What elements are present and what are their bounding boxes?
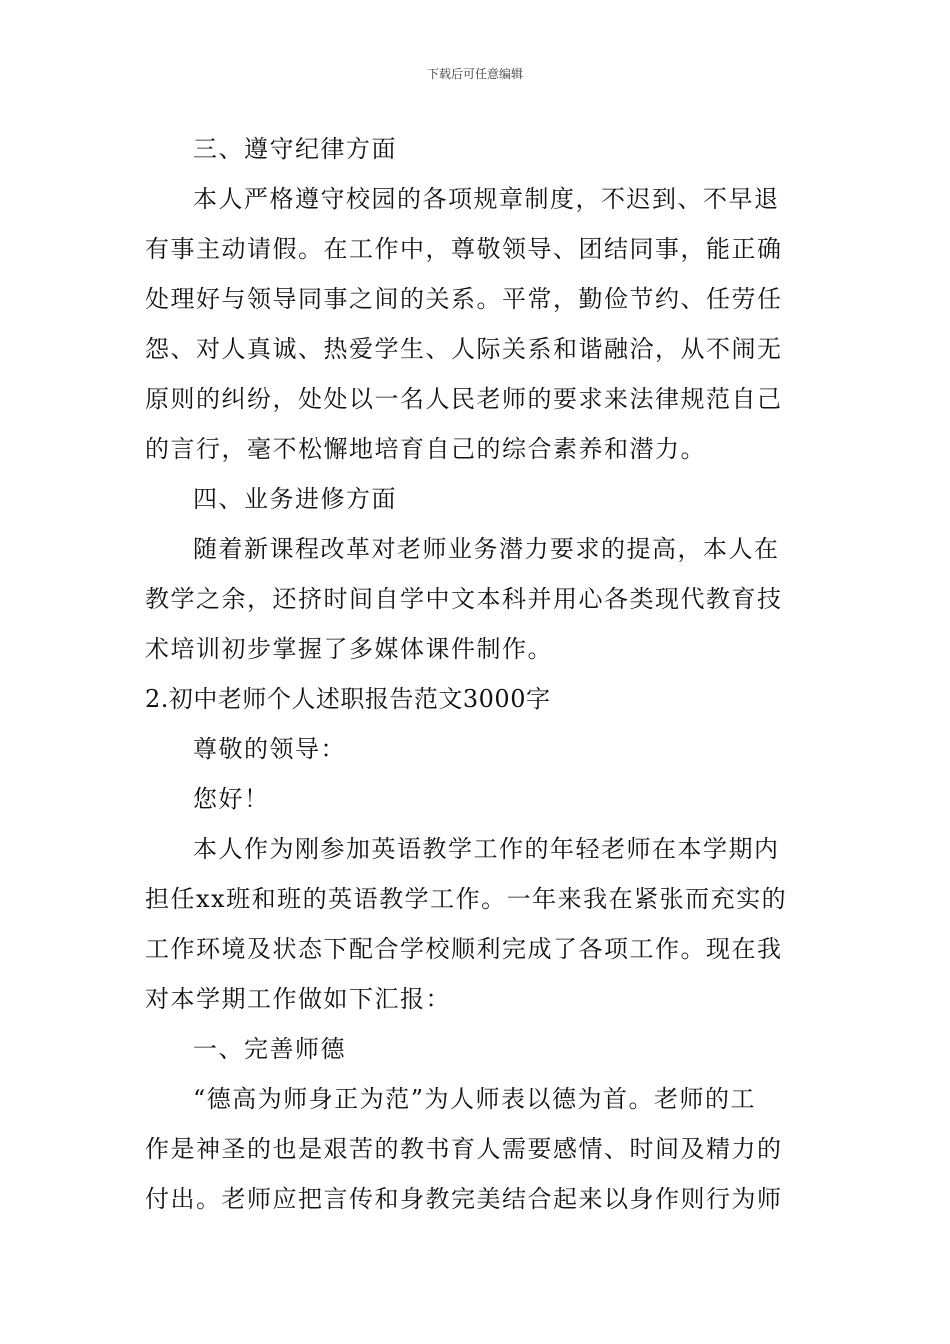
paragraph-line: 教学之余，还挤时间自学中文本科并用心各类现代教育技 <box>145 585 783 613</box>
paragraph-line: 作是神圣的也是艰苦的教书育人需要感情、时间及精力的 <box>145 1135 783 1163</box>
paragraph-line: 担任xx班和班的英语教学工作。一年来我在紧张而充实的 <box>145 885 788 913</box>
paragraph-line: 本人作为刚参加英语教学工作的年轻老师在本学期内 <box>193 835 780 863</box>
article-title: 2.初中老师个人述职报告范文3000字 <box>145 685 551 713</box>
paragraph-line: 随着新课程改革对老师业务潜力要求的提高，本人在 <box>193 535 780 563</box>
paragraph-line: 工作环境及状态下配合学校顺利完成了各项工作。现在我 <box>145 935 783 963</box>
section-heading: 一、完善师德 <box>193 1035 346 1063</box>
document-body <box>145 124 810 1224</box>
paragraph-line: 有事主动请假。在工作中，尊敬领导、团结同事，能正确 <box>145 235 783 263</box>
section-heading: 三、遵守纪律方面 <box>193 135 397 163</box>
paragraph-line: 原则的纠纷，处处以一名人民老师的要求来法律规范自己 <box>145 385 783 413</box>
paragraph-line: 处理好与领导同事之间的关系。平常，勤俭节约、任劳任 <box>145 285 783 313</box>
paragraph-line: 术培训初步掌握了多媒体课件制作。 <box>145 635 553 663</box>
paragraph-line: “德高为师身正为范”为人师表以德为首。老师的工 <box>193 1085 757 1113</box>
paragraph-line: 的言行，毫不松懈地培育自己的综合素养和潜力。 <box>145 435 706 463</box>
paragraph-line: 本人严格遵守校园的各项规章制度，不迟到、不早退 <box>193 185 780 213</box>
greeting: 您好！ <box>193 785 270 813</box>
section-heading: 四、业务进修方面 <box>193 485 397 513</box>
paragraph-line: 对本学期工作做如下汇报： <box>145 985 451 1013</box>
paragraph-line: 怨、对人真诚、热爱学生、人际关系和谐融洽，从不闹无 <box>145 335 783 363</box>
paragraph-line: 付出。老师应把言传和身教完美结合起来以身作则行为师 <box>145 1185 783 1213</box>
salutation: 尊敬的领导： <box>193 735 346 763</box>
header-note: 下载后可任意编辑 <box>426 67 523 81</box>
